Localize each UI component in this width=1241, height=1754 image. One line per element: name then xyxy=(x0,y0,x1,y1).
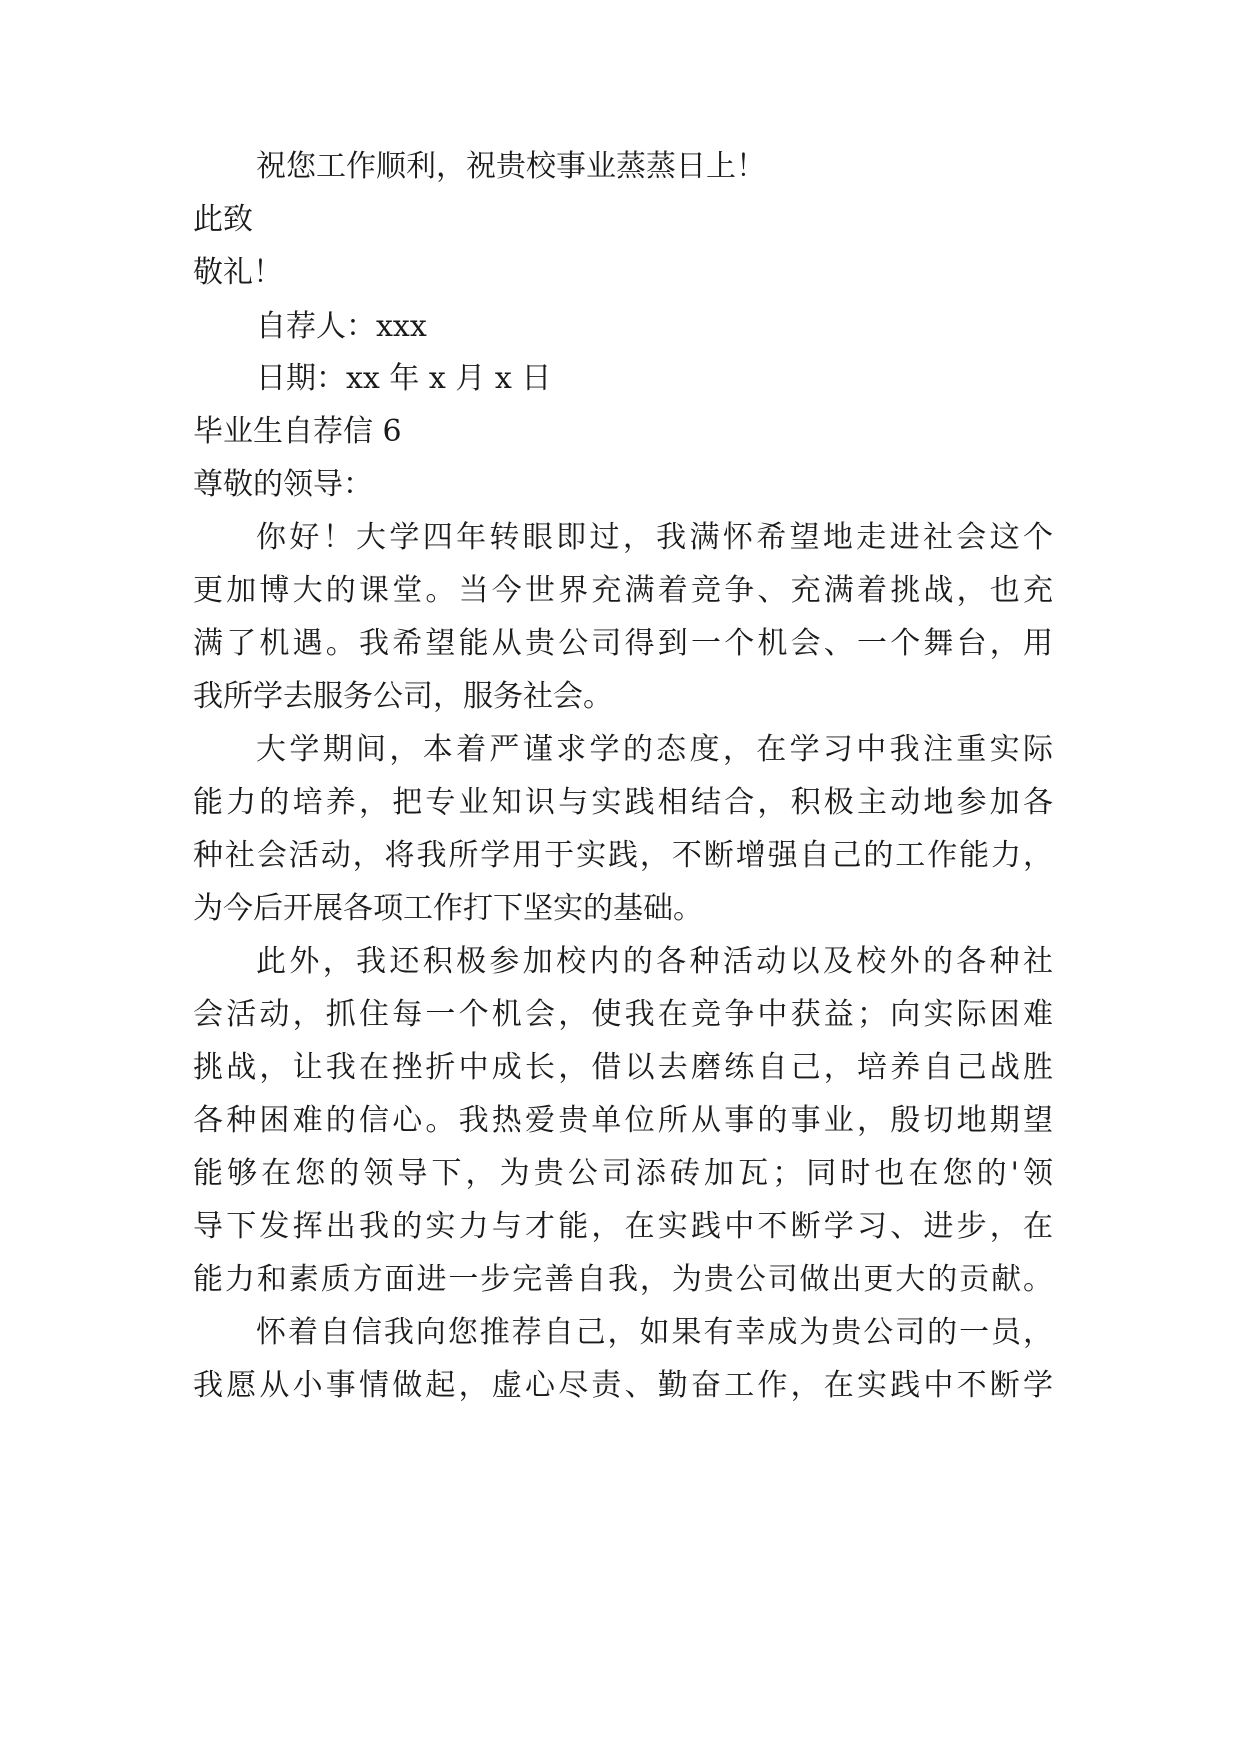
paragraph-1-line: 满了机遇。我希望能从贵公司得到一个机会、一个舞台，用 xyxy=(193,626,1053,661)
letter-greeting: 尊敬的领导： xyxy=(193,467,373,502)
paragraph-2-line: 为今后开展各项工作打下坚实的基础。 xyxy=(193,891,703,926)
paragraph-3-line: 此外，我还积极参加校内的各种活动以及校外的各种社 xyxy=(256,944,1053,979)
date-line: 日期：xx 年 x 月 x 日 xyxy=(256,361,552,396)
paragraph-1-line: 你好！大学四年转眼即过，我满怀希望地走进社会这个 xyxy=(256,520,1053,555)
paragraph-2-line: 大学期间，本着严谨求学的态度，在学习中我注重实际 xyxy=(256,732,1053,767)
paragraph-1-line: 更加博大的课堂。当今世界充满着竞争、充满着挑战，也充 xyxy=(193,573,1053,608)
paragraph-3-line: 挑战，让我在挫折中成长，借以去磨练自己，培养自己战胜 xyxy=(193,1050,1053,1085)
closing-wish: 祝您工作顺利，祝贵校事业蒸蒸日上！ xyxy=(256,149,766,184)
closing-salute-2: 敬礼！ xyxy=(193,255,283,290)
paragraph-3-line: 会活动，抓住每一个机会，使我在竞争中获益；向实际困难 xyxy=(193,997,1053,1032)
paragraph-3-line: 能够在您的领导下，为贵公司添砖加瓦；同时也在您的'领 xyxy=(193,1156,1053,1191)
paragraph-3-line: 各种困难的信心。我热爱贵单位所从事的事业，殷切地期望 xyxy=(193,1103,1053,1138)
signer-line: 自荐人：xxx xyxy=(256,309,427,344)
paragraph-2-line: 能力的培养，把专业知识与实践相结合，积极主动地参加各 xyxy=(193,785,1053,820)
letter-title: 毕业生自荐信 6 xyxy=(193,414,402,449)
paragraph-3-line: 能力和素质方面进一步完善自我，为贵公司做出更大的贡献。 xyxy=(193,1262,1053,1297)
paragraph-1-line: 我所学去服务公司，服务社会。 xyxy=(193,679,613,714)
paragraph-3-line: 导下发挥出我的实力与才能，在实践中不断学习、进步，在 xyxy=(193,1209,1053,1244)
paragraph-2-line: 种社会活动，将我所学用于实践，不断增强自己的工作能力， xyxy=(193,838,1053,873)
closing-salute-1: 此致 xyxy=(193,202,253,237)
paragraph-4-line: 我愿从小事情做起，虚心尽责、勤奋工作，在实践中不断学 xyxy=(193,1368,1053,1403)
paragraph-4-line: 怀着自信我向您推荐自己，如果有幸成为贵公司的一员， xyxy=(256,1315,1053,1350)
